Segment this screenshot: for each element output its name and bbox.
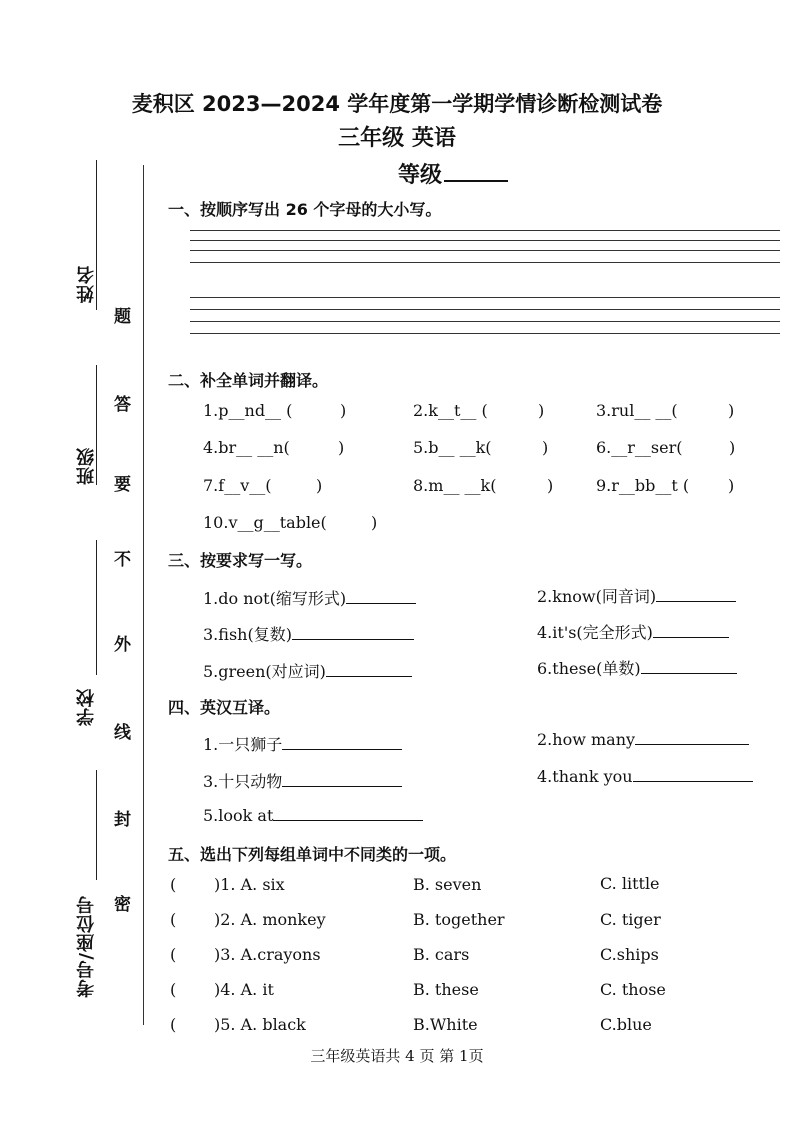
rewrite-item[interactable]: 3.fish(复数) <box>203 622 414 645</box>
seal-char: 密 <box>114 895 131 915</box>
seal-char: 答 <box>114 395 131 415</box>
fill-word-item[interactable]: 6.__r__ser( <box>596 438 683 457</box>
option-a: )4. A. it <box>214 980 274 999</box>
option-b: B. seven <box>413 875 482 894</box>
paren-close: ) <box>728 476 735 495</box>
translate-item[interactable]: 3.十只动物 <box>203 769 402 792</box>
seal-char: 要 <box>114 475 131 495</box>
fill-word-item[interactable]: 5.b__ __k( <box>413 438 492 457</box>
seal-char: 不 <box>114 550 131 570</box>
section-1-title: 一、按顺序写出 26 个字母的大小写。 <box>168 200 442 219</box>
binding-rule <box>143 165 144 1025</box>
seat-blank-line[interactable] <box>96 770 97 880</box>
section-5-title: 五、选出下列每组单词中不同类的一项。 <box>168 845 457 864</box>
school-blank-line[interactable] <box>96 540 97 675</box>
fill-word-item[interactable]: 9.r__bb__t ( <box>596 476 690 495</box>
option-a: )3. A.crayons <box>214 945 321 964</box>
translate-item[interactable]: 2.how many <box>537 730 749 749</box>
paren-close: ) <box>371 513 378 532</box>
exam-title: 麦积区 2023—2024 学年度第一学期学情诊断检测试卷 <box>131 92 663 116</box>
fill-word-item[interactable]: 1.p__nd__ ( <box>203 401 293 420</box>
rewrite-item[interactable]: 1.do not(缩写形式) <box>203 586 416 609</box>
paren-close: ) <box>316 476 323 495</box>
fill-word-item[interactable]: 4.br__ __n( <box>203 438 290 457</box>
fill-word-item[interactable]: 7.f__v__( <box>203 476 272 495</box>
translate-item[interactable]: 4.thank you <box>537 767 753 786</box>
paren-close: ) <box>729 438 736 457</box>
option-c: C. little <box>600 874 660 893</box>
answer-paren[interactable]: ( <box>170 1015 177 1034</box>
option-c: C.blue <box>600 1015 652 1034</box>
paren-close: ) <box>340 401 347 420</box>
section-4-title: 四、英汉互译。 <box>168 698 281 717</box>
class-label: 班级 <box>76 447 97 485</box>
option-b: B. together <box>413 910 505 929</box>
school-label: 学校 <box>76 688 97 726</box>
rewrite-item[interactable]: 5.green(对应词) <box>203 659 412 682</box>
option-a: )2. A. monkey <box>214 910 326 929</box>
rewrite-item[interactable]: 6.these(单数) <box>537 656 737 679</box>
seal-char: 题 <box>114 307 131 327</box>
fill-word-item[interactable]: 8.m__ __k( <box>413 476 497 495</box>
section-3-title: 三、按要求写一写。 <box>168 551 313 570</box>
name-label: 姓名 <box>76 265 97 303</box>
paren-close: ) <box>338 438 345 457</box>
answer-paren[interactable]: ( <box>170 945 177 964</box>
grade-field <box>398 158 508 189</box>
option-a: )5. A. black <box>214 1015 306 1034</box>
option-a: )1. A. six <box>214 875 285 894</box>
grade-blank[interactable] <box>444 160 508 182</box>
fill-word-item[interactable]: 2.k__t__ ( <box>413 401 488 420</box>
grade-label: 等级 <box>398 163 443 188</box>
paren-close: ) <box>538 401 545 420</box>
page-footer: 三年级英语共 4 页 第 1页 <box>310 1047 484 1065</box>
option-c: C. those <box>600 980 666 999</box>
rewrite-item[interactable]: 2.know(同音词) <box>537 584 736 607</box>
fill-word-item[interactable]: 10.v__g__table( <box>203 513 327 532</box>
seal-char: 封 <box>114 810 131 830</box>
seal-char: 线 <box>114 723 131 743</box>
option-b: B.White <box>413 1015 478 1034</box>
rewrite-item[interactable]: 4.it's(完全形式) <box>537 620 729 643</box>
section-2-title: 二、补全单词并翻译。 <box>168 371 329 390</box>
option-b: B. these <box>413 980 479 999</box>
option-c: C. tiger <box>600 910 661 929</box>
paren-close: ) <box>547 476 554 495</box>
answer-paren[interactable]: ( <box>170 980 177 999</box>
translate-item[interactable]: 5.look at <box>203 806 423 825</box>
answer-paren[interactable]: ( <box>170 910 177 929</box>
answer-paren[interactable]: ( <box>170 875 177 894</box>
translate-item[interactable]: 1.一只狮子 <box>203 732 402 755</box>
fill-word-item[interactable]: 3.rul__ __( <box>596 401 678 420</box>
seal-char: 外 <box>114 635 131 655</box>
paren-close: ) <box>728 401 735 420</box>
seat-label: 考号/座位号 <box>76 895 97 998</box>
option-b: B. cars <box>413 945 470 964</box>
exam-subtitle: 三年级 英语 <box>338 126 456 151</box>
option-c: C.ships <box>600 945 659 964</box>
paren-close: ) <box>542 438 549 457</box>
